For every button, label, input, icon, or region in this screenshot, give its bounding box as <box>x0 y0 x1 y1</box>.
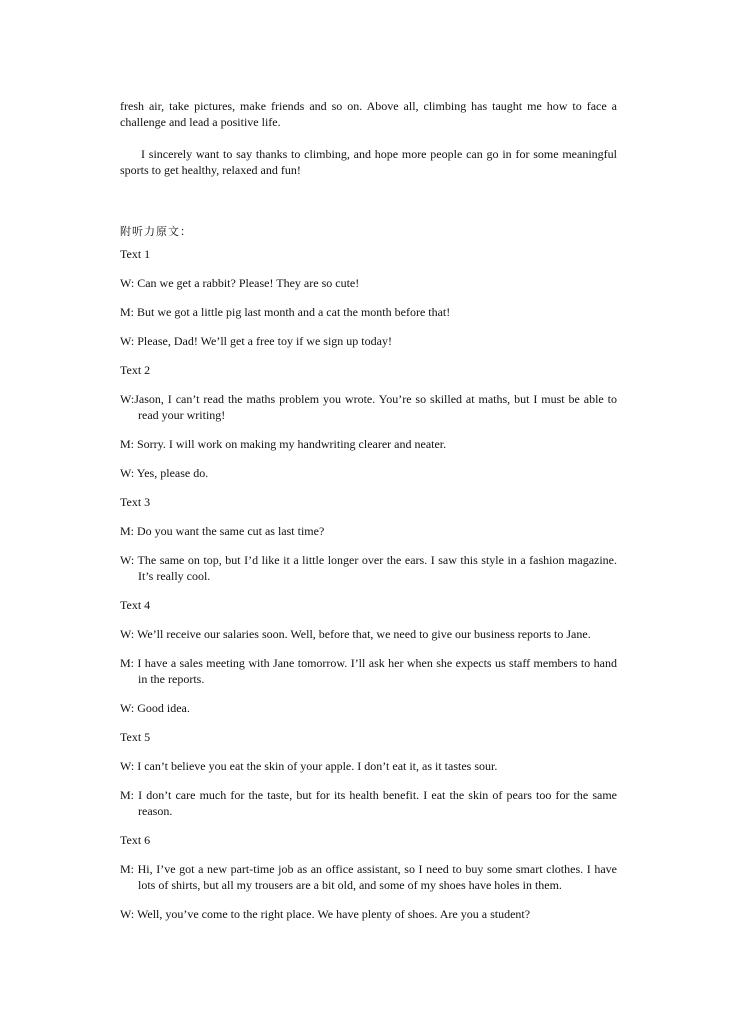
dialogue-line: W: Yes, please do. <box>120 466 209 480</box>
section-spacer <box>120 178 617 224</box>
dialogue-line: M: Do you want the same cut as last time? <box>120 524 325 538</box>
page-content <box>120 98 617 935</box>
dialogue-line: M: Hi, I’ve got a new part-time job as an office assistant, so I need to buy some smart clothes. I have lots of shirts, but all my trousers are a bit old, and some of my shoes have holes in them. <box>120 862 617 892</box>
dialogue-line: M: I have a sales meeting with Jane tomorrow. I’ll ask her when she expects us staff members to hand in the reports. <box>120 656 617 686</box>
dialogue-line: W: Good idea. <box>120 701 190 715</box>
essay-paragraph-2: I sincerely want to say thanks to climbing, and hope more people can go in for some meaningful sports to get healthy, relaxed and fun! <box>120 147 617 177</box>
dialogue-line: W: The same on top, but I’d like it a little longer over the ears. I saw this style in a fashion magazine. It’s really cool. <box>120 553 617 583</box>
text-1-label: Text 1 <box>120 247 151 261</box>
text-2-label: Text 2 <box>120 363 151 377</box>
text-5-label: Text 5 <box>120 730 151 744</box>
transcript-heading: 附听力原文： <box>120 225 192 238</box>
text-3-label: Text 3 <box>120 495 151 509</box>
dialogue-line: W:Jason, I can’t read the maths problem you wrote. You’re so skilled at maths, but I must be able to read your writing! <box>120 392 617 422</box>
dialogue-line: M: But we got a little pig last month and a cat the month before that! <box>120 305 451 319</box>
essay-paragraph-1: fresh air, take pictures, make friends and so on. Above all, climbing has taught me how to face a challenge and lead a positive life. <box>120 99 617 129</box>
dialogue-line: W: Can we get a rabbit? Please! They are so cute! <box>120 276 360 290</box>
dialogue-line: M: Sorry. I will work on making my handwriting clearer and neater. <box>120 437 447 451</box>
dialogue-line: W: We’ll receive our salaries soon. Well, before that, we need to give our business reports to Jane. <box>120 627 591 641</box>
dialogue-line: W: Please, Dad! We’ll get a free toy if we sign up today! <box>120 334 392 348</box>
dialogue-line: W: Well, you’ve come to the right place. We have plenty of shoes. Are you a student? <box>120 907 531 921</box>
text-6-label: Text 6 <box>120 833 151 847</box>
text-4-label: Text 4 <box>120 598 151 612</box>
dialogue-line: W: I can’t believe you eat the skin of your apple. I don’t eat it, as it tastes sour. <box>120 759 498 773</box>
dialogue-line: M: I don’t care much for the taste, but for its health benefit. I eat the skin of pears too for the same reason. <box>120 788 617 818</box>
